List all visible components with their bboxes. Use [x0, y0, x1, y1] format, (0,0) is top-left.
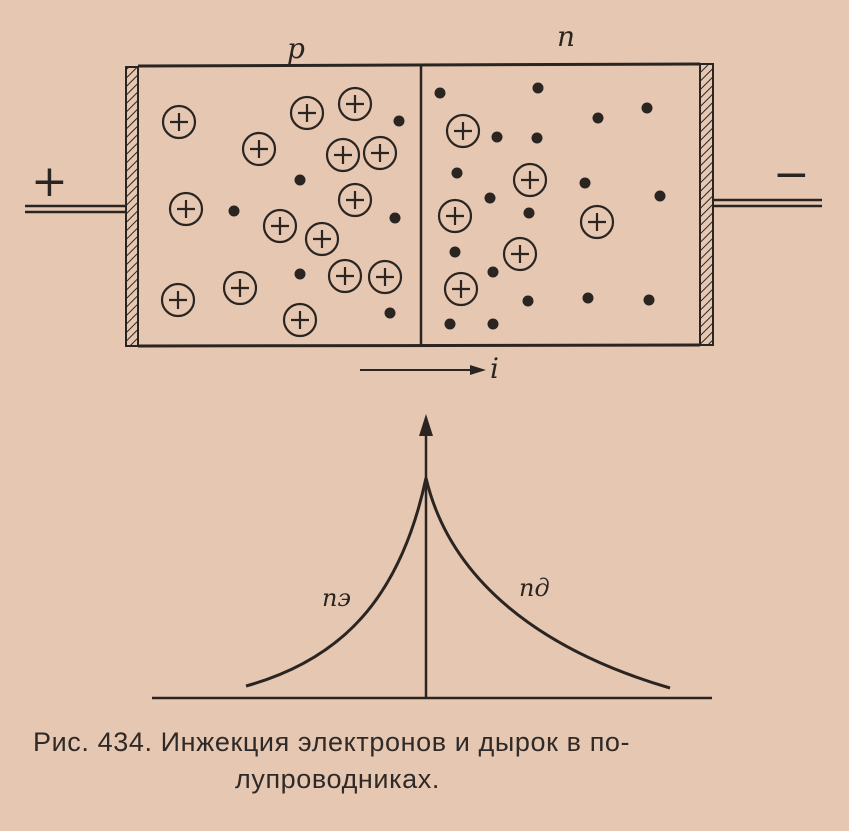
hole-icon [291, 97, 323, 129]
hole-icon [163, 106, 195, 138]
p-region-label: p [287, 32, 305, 65]
electron-dot [385, 308, 396, 319]
electron-dot [488, 267, 499, 278]
charge-carriers [162, 83, 666, 337]
electron-dot [450, 247, 461, 258]
hole-icon [284, 304, 316, 336]
hole-icon [306, 223, 338, 255]
electron-dot [642, 103, 653, 114]
electron-dot [488, 319, 499, 330]
hole-icon [243, 133, 275, 165]
hole-icon [581, 206, 613, 238]
hole-icon [264, 210, 296, 242]
electron-dot [295, 175, 306, 186]
electron-concentration-curve [246, 478, 426, 686]
minus-terminal-label: − [773, 149, 810, 200]
curve-right-label: nд [519, 574, 550, 602]
electron-dot [532, 133, 543, 144]
hole-icon [162, 284, 194, 316]
hole-icon [339, 184, 371, 216]
hole-icon [504, 238, 536, 270]
electron-dot [524, 208, 535, 219]
hole-icon [364, 137, 396, 169]
axis-arrowhead [419, 414, 433, 436]
electron-dot [229, 206, 240, 217]
electron-dot [485, 193, 496, 204]
semiconductor-body [138, 64, 700, 346]
electron-dot [644, 295, 655, 306]
hole-icon [170, 193, 202, 225]
hole-icon [369, 261, 401, 293]
electron-dot [295, 269, 306, 280]
electron-dot [580, 178, 591, 189]
hole-icon [327, 139, 359, 171]
electron-dot [492, 132, 503, 143]
left-contact [126, 67, 138, 346]
hole-icon [439, 200, 471, 232]
caption-line-1: Рис. 434. Инжекция электронов и дырок в по- [33, 727, 631, 757]
electron-dot [583, 293, 594, 304]
current-label: i [490, 352, 499, 385]
hole-icon [447, 115, 479, 147]
electron-dot [445, 319, 456, 330]
electron-dot [435, 88, 446, 99]
curve-left-label: nэ [322, 584, 351, 612]
right-lead-wire [713, 200, 822, 206]
hole-icon [445, 273, 477, 305]
plus-terminal-label: + [31, 156, 68, 207]
right-contact [700, 64, 713, 345]
electron-dot [593, 113, 604, 124]
electron-dot [523, 296, 534, 307]
electron-dot [533, 83, 544, 94]
n-region-label: n [557, 20, 576, 53]
current-arrow [360, 365, 486, 375]
electron-dot [655, 191, 666, 202]
hole-icon [514, 164, 546, 196]
hole-icon [339, 88, 371, 120]
electron-dot [452, 168, 463, 179]
electron-dot [390, 213, 401, 224]
electron-dot [394, 116, 405, 127]
caption-line-2: лупроводниках. [235, 764, 440, 794]
concentration-graph [152, 414, 712, 698]
hole-icon [329, 260, 361, 292]
hole-icon [224, 272, 256, 304]
